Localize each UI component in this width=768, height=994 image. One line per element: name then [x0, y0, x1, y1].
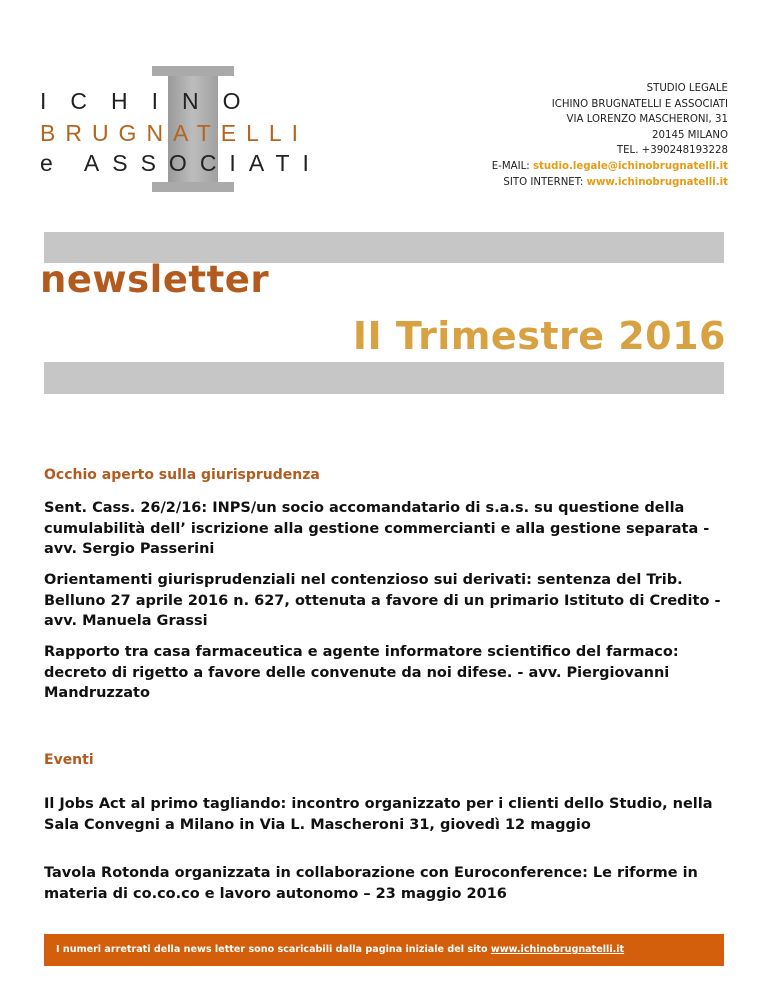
- address-site-row: [492, 175, 728, 191]
- logo-monogram-serif-top: [152, 66, 234, 76]
- footer-site-link[interactable]: www.ichinobrugnatelli.it: [490, 944, 625, 955]
- address-block: [492, 81, 728, 190]
- newsletter-subtitle: II Trimestre 2016: [352, 314, 726, 358]
- email-label: E-MAIL:: [491, 160, 533, 172]
- section-title-giurisprudenza: Occhio aperto sulla giurisprudenza: [44, 467, 320, 483]
- address-street: VIA LORENZO MASCHERONI, 31: [566, 114, 728, 126]
- address-email-row: [492, 159, 728, 175]
- logo-text-associati: e ASSOCIATI: [40, 150, 322, 176]
- newsletter-title: newsletter: [40, 258, 270, 301]
- address-firm-type: STUDIO LEGALE: [646, 83, 728, 94]
- article-item[interactable]: Sent. Cass. 26/2/16: INPS/un socio accomandatario di s.a.s. su questione della cumulabilità dell’ iscrizione alla gestione commercianti e alla gestione separata - avv. Sergio Passerini: [44, 500, 710, 557]
- section-title-eventi: Eventi: [44, 752, 94, 768]
- article-item[interactable]: Rapporto tra casa farmaceutica e agente informatore scientifico del farmaco: decreto di rigetto a favore delle convenute da noi difese. - avv. Piergiovanni Mandruzzato: [44, 644, 679, 701]
- event-item[interactable]: Il Jobs Act al primo tagliando: incontro organizzato per i clienti dello Studio, nella Sala Convegni a Milano in Via L. Mascheroni 31, giovedì 12 maggio: [44, 796, 713, 833]
- footer-text: I numeri arretrati della news letter sono scaricabili dalla pagina iniziale del sito: [56, 944, 491, 955]
- address-city: 20145 MILANO: [652, 129, 728, 141]
- header-band-bottom: [44, 362, 724, 394]
- logo-text-ichino: ICHINO: [40, 88, 265, 114]
- site-link[interactable]: www.ichinobrugnatelli.it: [586, 176, 728, 188]
- logo-monogram-serif-bottom: [152, 182, 234, 192]
- email-link[interactable]: studio.legale@ichinobrugnatelli.it: [532, 160, 728, 172]
- address-phone: TEL. +390248193228: [616, 145, 728, 157]
- firm-logo: [40, 66, 322, 192]
- event-item[interactable]: Tavola Rotonda organizzata in collaborazione con Euroconference: Le riforme in materia di co.co.co e lavoro autonomo – 23 maggio 2016: [44, 865, 698, 902]
- footer-bar: [44, 934, 724, 966]
- address-firm-name: ICHINO BRUGNATELLI E ASSOCIATI: [551, 98, 728, 110]
- site-label: SITO INTERNET:: [503, 176, 587, 188]
- logo-text-brugnatelli: BRUGNATELLI: [40, 120, 309, 146]
- article-item[interactable]: Orientamenti giurisprudenziali nel contenzioso sui derivati: sentenza del Trib. Belluno 27 aprile 2016 n. 627, ottenuta a favore di un primario Istituto di Credito - avv. Manuela Grassi: [44, 572, 721, 629]
